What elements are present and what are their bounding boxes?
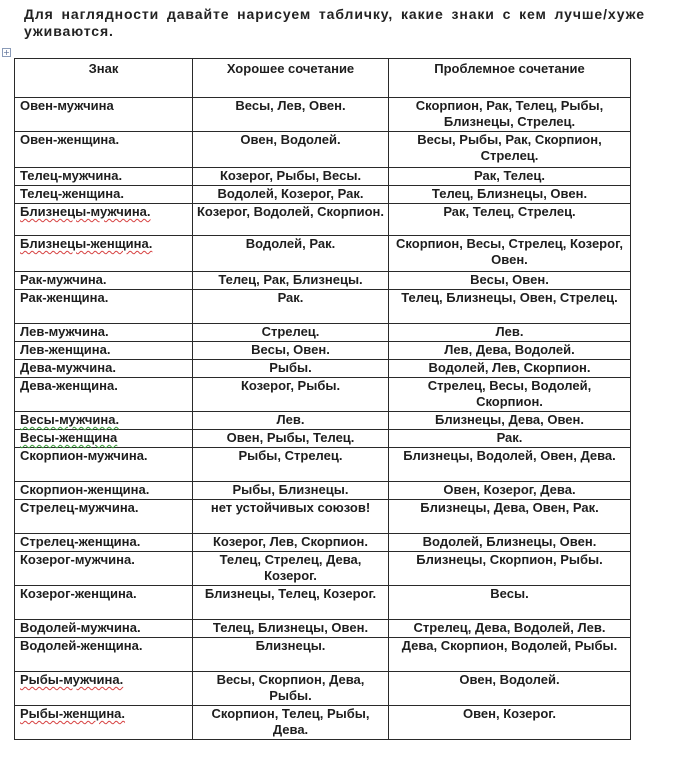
- table-row: [15, 620, 631, 638]
- cell-sign: [15, 236, 193, 272]
- cell-good-match: Козерог, Лев, Скорпион.: [193, 534, 389, 552]
- cell-good-match: нет устойчивых союзов!: [193, 500, 389, 534]
- sign-text: Близнецы-женщина.: [20, 236, 153, 251]
- sign-text: Стрелец-мужчина.: [20, 500, 139, 515]
- table-row: [15, 412, 631, 430]
- cell-good-match: Козерог, Рыбы, Весы.: [193, 168, 389, 186]
- cell-good-match: Телец, Рак, Близнецы.: [193, 272, 389, 290]
- compatibility-table: [14, 58, 631, 740]
- table-row: [15, 378, 631, 412]
- sign-text: Телец-женщина.: [20, 186, 124, 201]
- table-row: [15, 342, 631, 360]
- cell-good-match: Телец, Стрелец, Дева, Козерог.: [193, 552, 389, 586]
- table-row: [15, 672, 631, 706]
- table-row: [15, 360, 631, 378]
- cell-problem-match: Весы, Овен.: [389, 272, 631, 290]
- cell-sign: [15, 448, 193, 482]
- sign-text: Рак-мужчина.: [20, 272, 107, 287]
- sign-text: Скорпион-женщина.: [20, 482, 150, 497]
- cell-problem-match: Рак, Телец.: [389, 168, 631, 186]
- cell-good-match: Козерог, Рыбы.: [193, 378, 389, 412]
- cell-problem-match: Скорпион, Весы, Стрелец, Козерог, Овен.: [389, 236, 631, 272]
- table-row: [15, 706, 631, 740]
- cell-good-match: Лев.: [193, 412, 389, 430]
- table-row: [15, 236, 631, 272]
- cell-problem-match: Рак.: [389, 430, 631, 448]
- cell-sign: [15, 324, 193, 342]
- cell-problem-match: Овен, Водолей.: [389, 672, 631, 706]
- cell-sign: [15, 620, 193, 638]
- cell-sign: [15, 552, 193, 586]
- header-good-match: Хорошее сочетание: [193, 59, 389, 98]
- sign-text: Козерог-мужчина.: [20, 552, 135, 567]
- cell-good-match: Рыбы.: [193, 360, 389, 378]
- table-row: [15, 430, 631, 448]
- sign-text: Дева-женщина.: [20, 378, 118, 393]
- sign-text: Овен-мужчина: [20, 98, 114, 113]
- sign-text: Телец-мужчина.: [20, 168, 123, 183]
- table-row: [15, 324, 631, 342]
- cell-problem-match: Овен, Козерог, Дева.: [389, 482, 631, 500]
- cell-good-match: Водолей, Козерог, Рак.: [193, 186, 389, 204]
- cell-problem-match: Лев, Дева, Водолей.: [389, 342, 631, 360]
- cell-problem-match: Близнецы, Дева, Овен.: [389, 412, 631, 430]
- cell-sign: [15, 500, 193, 534]
- cell-sign: [15, 482, 193, 500]
- cell-good-match: Водолей, Рак.: [193, 236, 389, 272]
- cell-good-match: Овен, Рыбы, Телец.: [193, 430, 389, 448]
- cell-problem-match: Овен, Козерог.: [389, 706, 631, 740]
- cell-sign: [15, 378, 193, 412]
- cell-problem-match: Близнецы, Дева, Овен, Рак.: [389, 500, 631, 534]
- cell-good-match: Телец, Близнецы, Овен.: [193, 620, 389, 638]
- table-row: [15, 552, 631, 586]
- sign-text: Рыбы-мужчина.: [20, 672, 124, 687]
- sign-text: Весы-женщина: [20, 430, 118, 445]
- sign-text: Водолей-женщина.: [20, 638, 143, 653]
- sign-text: Дева-мужчина.: [20, 360, 116, 375]
- cell-good-match: Весы, Овен.: [193, 342, 389, 360]
- cell-problem-match: Телец, Близнецы, Овен.: [389, 186, 631, 204]
- table-row: [15, 500, 631, 534]
- table-row: [15, 132, 631, 168]
- sign-text: Овен-женщина.: [20, 132, 120, 147]
- cell-problem-match: Телец, Близнецы, Овен, Стрелец.: [389, 290, 631, 324]
- cell-problem-match: Стрелец, Весы, Водолей, Скорпион.: [389, 378, 631, 412]
- cell-problem-match: Водолей, Лев, Скорпион.: [389, 360, 631, 378]
- cell-sign: [15, 430, 193, 448]
- cell-sign: [15, 534, 193, 552]
- cell-good-match: Рыбы, Стрелец.: [193, 448, 389, 482]
- cell-sign: [15, 672, 193, 706]
- table-row: [15, 186, 631, 204]
- cell-good-match: Рак.: [193, 290, 389, 324]
- cell-problem-match: Близнецы, Скорпион, Рыбы.: [389, 552, 631, 586]
- cell-problem-match: Скорпион, Рак, Телец, Рыбы, Близнецы, Стрелец.: [389, 98, 631, 132]
- sign-text: Весы-мужчина.: [20, 412, 120, 427]
- table-row: [15, 482, 631, 500]
- cell-sign: [15, 342, 193, 360]
- table-row: [15, 448, 631, 482]
- cell-good-match: Весы, Скорпион, Дева, Рыбы.: [193, 672, 389, 706]
- table-row: [15, 204, 631, 236]
- table-header-row: [15, 59, 631, 98]
- table-row: [15, 638, 631, 672]
- cell-problem-match: Дева, Скорпион, Водолей, Рыбы.: [389, 638, 631, 672]
- sign-text: Стрелец-женщина.: [20, 534, 141, 549]
- cell-problem-match: Весы, Рыбы, Рак, Скорпион, Стрелец.: [389, 132, 631, 168]
- cell-sign: [15, 706, 193, 740]
- cell-sign: [15, 586, 193, 620]
- sign-text: Лев-женщина.: [20, 342, 111, 357]
- table-row: [15, 290, 631, 324]
- cell-sign: [15, 360, 193, 378]
- table-move-handle-icon[interactable]: +: [3, 48, 10, 57]
- cell-sign: [15, 98, 193, 132]
- cell-problem-match: Водолей, Близнецы, Овен.: [389, 534, 631, 552]
- cell-sign: [15, 412, 193, 430]
- cell-good-match: Козерог, Водолей, Скорпион.: [193, 204, 389, 236]
- cell-sign: [15, 132, 193, 168]
- table-row: [15, 534, 631, 552]
- cell-sign: [15, 290, 193, 324]
- header-sign: Знак: [15, 59, 193, 98]
- table-row: [15, 272, 631, 290]
- cell-good-match: Овен, Водолей.: [193, 132, 389, 168]
- cell-problem-match: Весы.: [389, 586, 631, 620]
- header-problem-match: Проблемное сочетание: [389, 59, 631, 98]
- cell-sign: [15, 204, 193, 236]
- cell-good-match: Рыбы, Близнецы.: [193, 482, 389, 500]
- cell-good-match: Весы, Лев, Овен.: [193, 98, 389, 132]
- table-row: [15, 168, 631, 186]
- cell-sign: [15, 186, 193, 204]
- sign-text: Скорпион-мужчина.: [20, 448, 148, 463]
- sign-text: Водолей-мужчина.: [20, 620, 141, 635]
- sign-text: Близнецы-мужчина.: [20, 204, 151, 219]
- cell-sign: [15, 168, 193, 186]
- cell-sign: [15, 638, 193, 672]
- cell-sign: [15, 272, 193, 290]
- cell-good-match: Близнецы, Телец, Козерог.: [193, 586, 389, 620]
- sign-text: Козерог-женщина.: [20, 586, 137, 601]
- sign-text: Лев-мужчина.: [20, 324, 109, 339]
- cell-problem-match: Рак, Телец, Стрелец.: [389, 204, 631, 236]
- cell-problem-match: Лев.: [389, 324, 631, 342]
- table-row: [15, 586, 631, 620]
- cell-good-match: Скорпион, Телец, Рыбы, Дева.: [193, 706, 389, 740]
- cell-good-match: Близнецы.: [193, 638, 389, 672]
- sign-text: Рыбы-женщина.: [20, 706, 126, 721]
- cell-good-match: Стрелец.: [193, 324, 389, 342]
- cell-problem-match: Стрелец, Дева, Водолей, Лев.: [389, 620, 631, 638]
- table-row: [15, 98, 631, 132]
- cell-problem-match: Близнецы, Водолей, Овен, Дева.: [389, 448, 631, 482]
- intro-paragraph: Для наглядности давайте нарисуем табличку, какие знаки с кем лучше/хуже уживаются.: [24, 6, 645, 39]
- sign-text: Рак-женщина.: [20, 290, 109, 305]
